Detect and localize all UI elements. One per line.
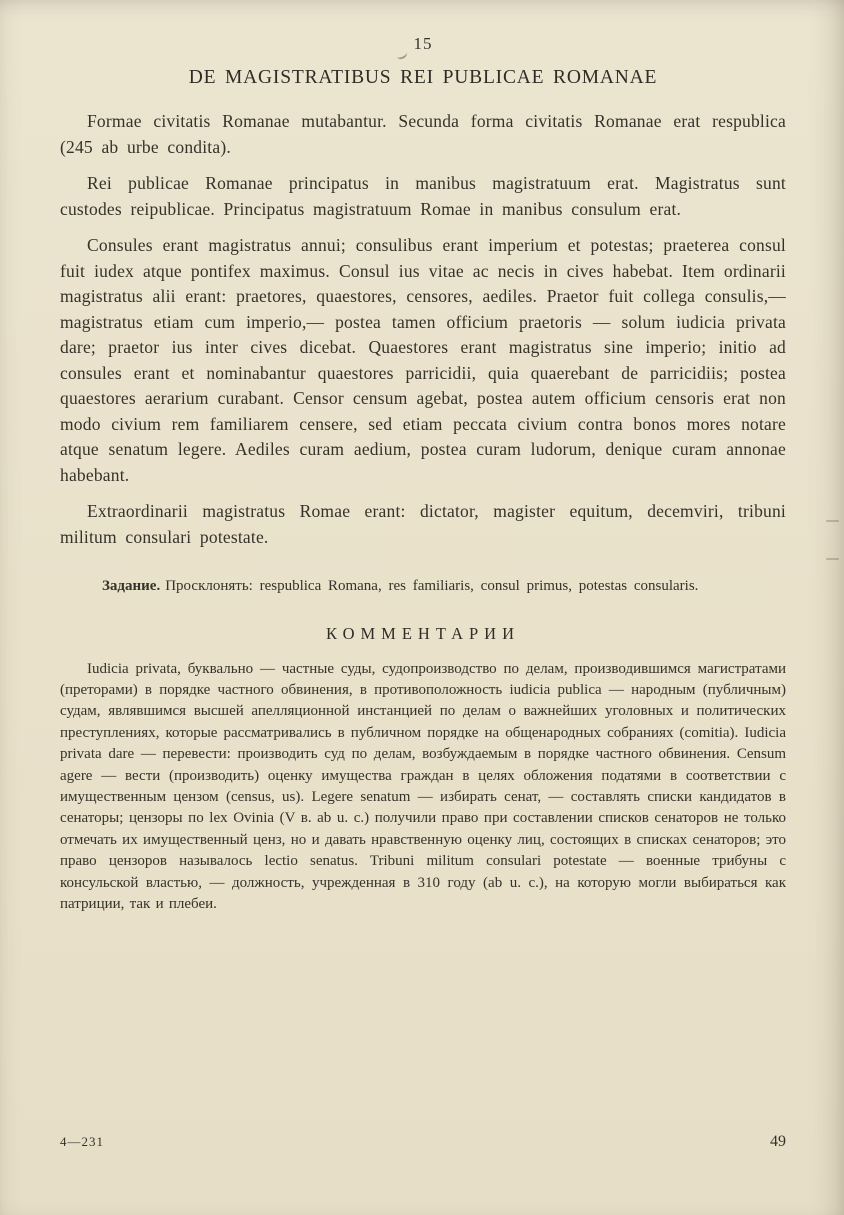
chapter-title: DE MAGISTRATIBUS REI PUBLICAE ROMANAE	[188, 67, 658, 88]
latin-paragraph-3: Consules erant magistratus annui; consulibus erant imperium et potestas; praeterea consul fuit iudex atque pontifex maximus. Consul ius vitae ac necis in cives habebat. Item ordinarii magistratus alii erant: praetores, quaestores, censores, aediles. Praetor fuit collega consulis,— magistratus etiam cum imperio,— postea tamen officium praetoris — solum iudicia privata dare; praetor ius inter cives dicebat. Quaestores erant magistratus sine imperio; initio ad consules erant et nominabantur quaestores parricidii, quia quaerebant de parricidiis; postea quaestores aerarium curabant. Censor censum agebat, postea autem officium censoris erat non modo civium rem familiarem censere, sed etiam peccata civium contra bonos mores notare atque senatum legere. Aediles curam aedium, postea curam ludorum, denique curam annonae habebant.	[60, 235, 786, 485]
exercise-text: Просклонять: respublica Romana, res familiaris, consul primus, potestas consularis.	[165, 578, 699, 594]
commentary-heading: КОММЕНТАРИИ	[325, 623, 521, 643]
commentary-body: Iudicia privata, буквально — частные суды, судопроизводство по делам, производившимся магистратами (преторами) в порядке частного обвинения, в противоположность iudicia publica — народным (публичным) судам, являвшимся высшей апелляционной инстанцией по делам о важнейших уголовных и политических преступлениях, которые рассматривались в публичном порядке на общенародных собраниях (comitia). Iudicia privata dare — перевести: производить суд по делам, возбуждаемым в порядке частного обвинения. Censum agere — вести (производить) оценку имущества граждан в целях обложения податями в соответствии с имущественным цензом (census, us). Legere senatum — избирать сенат, — составлять списки кандидатов в сенаторы; цензоры по lex Ovinia (V в. ab u. c.) получили право при составлении списков сенаторов не только отмечать их имущественный ценз, но и давать нравственную оценку лиц, состоящих в списках сенаторов; это право цензоров называлось lectio senatus. Tribuni militum consulari potestate — военные трибуны с консульской властью, — должность, учрежденная в 310 году (ab u. c.), на которую могли выбираться как патриции, так и плебеи.	[60, 660, 786, 912]
folio-number: 49	[770, 1133, 786, 1150]
margin-mark	[826, 520, 839, 522]
page-footer	[60, 1133, 786, 1157]
latin-paragraph-4: Extraordinarii magistratus Romae erant: dictator, magister equitum, decemviri, tribuni militum consulari potestate.	[60, 501, 786, 547]
latin-paragraph-1: Formae civitatis Romanae mutabantur. Secunda forma civitatis Romanae erat respublica (245 ab urbe condita).	[60, 111, 786, 157]
print-signature: 4—231	[60, 1134, 104, 1149]
margin-mark	[826, 558, 839, 560]
page-number: 15	[413, 34, 433, 53]
exercise-block	[60, 576, 786, 598]
latin-paragraph-2: Rei publicae Romanae principatus in manibus magistratuum erat. Magistratus sunt custodes reipublicae. Principatus magistratuum Romae in manibus consulum erat.	[60, 173, 786, 219]
exercise-label: Задание.	[102, 578, 161, 594]
